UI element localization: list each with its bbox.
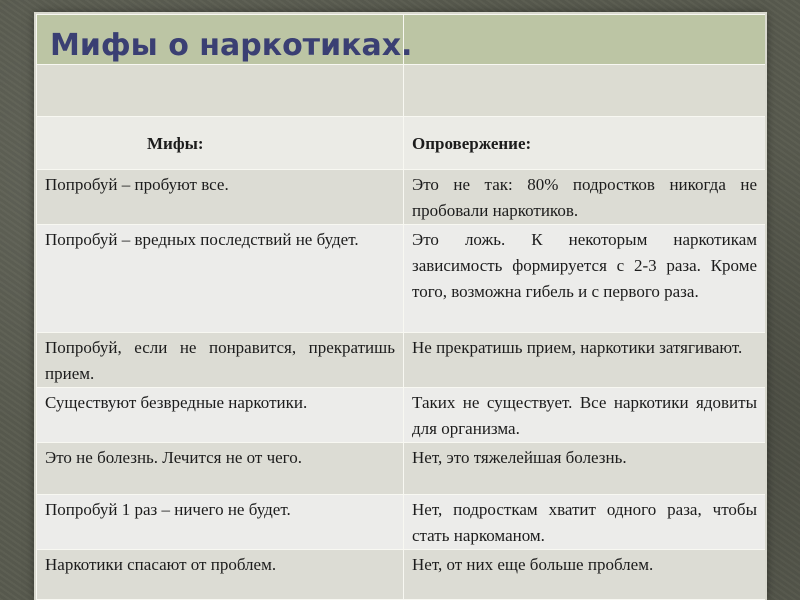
myths-table xyxy=(36,14,765,600)
refutation-cell: Нет, подросткам хватит одного раза, чтобы стать наркоманом. xyxy=(404,495,766,550)
title-cell-right xyxy=(404,15,766,65)
refutation-cell: Таких не существует. Все наркотики ядовиты для организма. xyxy=(404,388,766,443)
table-row xyxy=(37,333,766,388)
blank-cell-left xyxy=(37,65,404,117)
myth-cell: Это не болезнь. Лечится не от чего. xyxy=(37,443,404,495)
blank-cell-right xyxy=(404,65,766,117)
table-row xyxy=(37,550,766,600)
table-row xyxy=(37,170,766,225)
blank-row xyxy=(37,65,766,117)
myth-cell: Попробуй, если не понравится, прекратишь прием. xyxy=(37,333,404,388)
myth-cell: Наркотики спасают от проблем. xyxy=(37,550,404,600)
table-row xyxy=(37,225,766,333)
header-refutation: Опровержение: xyxy=(404,117,766,170)
refutation-cell: Нет, от них еще больше проблем. xyxy=(404,550,766,600)
header-row xyxy=(37,117,766,170)
table-row xyxy=(37,443,766,495)
header-myths: Мифы: xyxy=(37,117,404,170)
slide-paper xyxy=(36,14,765,600)
myth-cell: Попробуй 1 раз – ничего не будет. xyxy=(37,495,404,550)
table-row xyxy=(37,388,766,443)
myth-cell: Попробуй – вредных последствий не будет. xyxy=(37,225,404,333)
refutation-cell: Это не так: 80% подростков никогда не пробовали наркотиков. xyxy=(404,170,766,225)
refutation-cell: Это ложь. К некоторым наркотикам зависимость формируется с 2-3 раза. Кроме того, возможна гибель и с первого раза. xyxy=(404,225,766,333)
refutation-cell: Не прекратишь прием, наркотики затягивают. xyxy=(404,333,766,388)
page-title: Мифы о наркотиках. xyxy=(50,28,413,63)
myth-cell: Существуют безвредные наркотики. xyxy=(37,388,404,443)
refutation-cell: Нет, это тяжелейшая болезнь. xyxy=(404,443,766,495)
myth-cell: Попробуй – пробуют все. xyxy=(37,170,404,225)
table-row xyxy=(37,495,766,550)
